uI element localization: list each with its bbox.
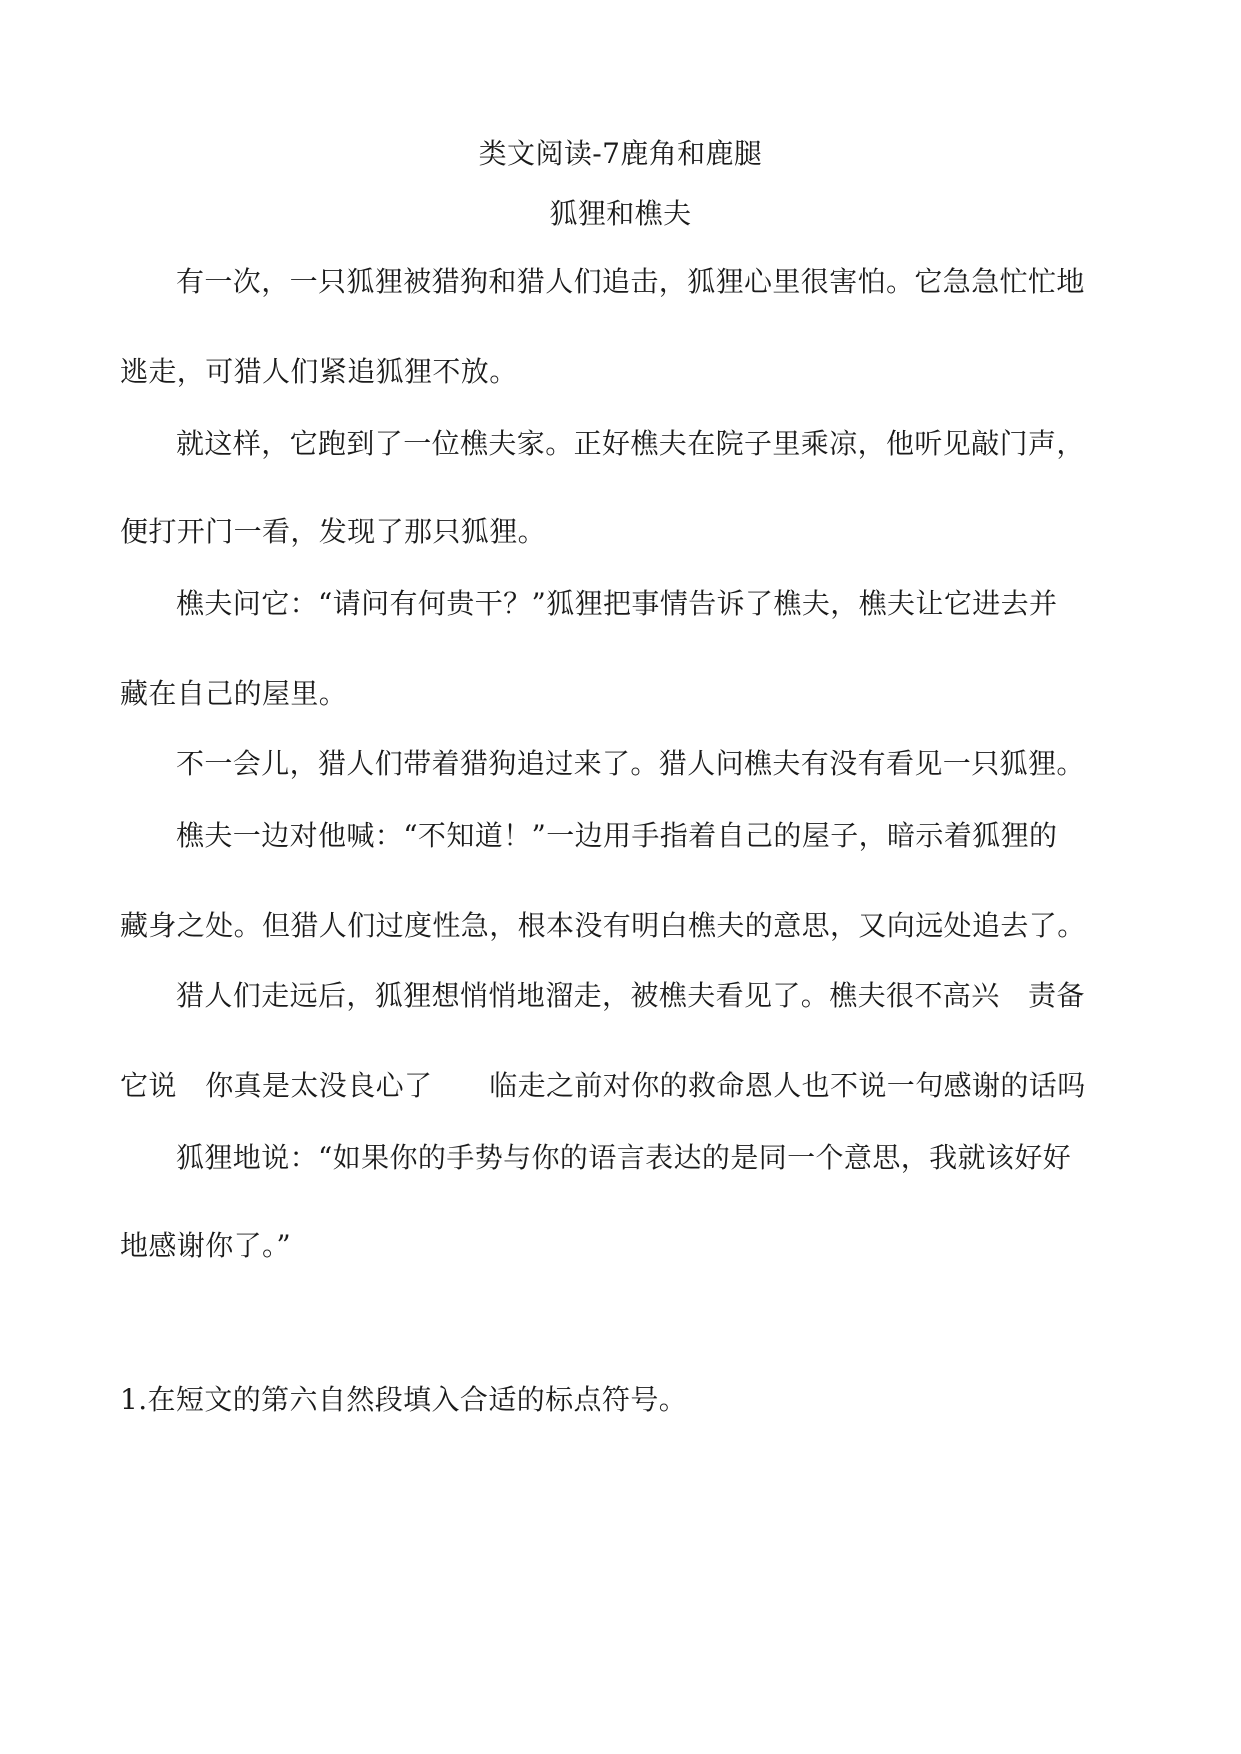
paragraph-1-line-2: 逃走，可猎人们紧追狐狸不放。 <box>120 355 518 388</box>
story-title: 狐狸和樵夫 <box>549 197 692 230</box>
paragraph-6-line-1: 猎人们走远后，狐狸想悄悄地溜走，被樵夫看见了。樵夫很不高兴 责备 <box>176 979 1085 1012</box>
paragraph-2-line-1: 就这样，它跑到了一位樵夫家。正好樵夫在院子里乘凉，他听见敲门声， <box>176 427 1085 460</box>
paragraph-4-line-1: 不一会儿，猎人们带着猎狗追过来了。猎人问樵夫有没有看见一只狐狸。 <box>176 747 1085 780</box>
paragraph-7-line-2: 地感谢你了。” <box>120 1229 292 1262</box>
paragraph-3-line-1: 樵夫问它：“请问有何贵干？”狐狸把事情告诉了樵夫，樵夫让它进去并 <box>176 587 1058 620</box>
paragraph-5-line-1: 樵夫一边对他喊：“不知道！”一边用手指着自己的屋子，暗示着狐狸的 <box>176 819 1058 852</box>
paragraph-3-line-2: 藏在自己的屋里。 <box>120 677 348 710</box>
paragraph-7-line-1: 狐狸地说：“如果你的手势与你的语言表达的是同一个意思，我就该好好 <box>176 1141 1072 1174</box>
document-heading: 类文阅读-7鹿角和鹿腿 <box>478 137 763 170</box>
paragraph-6-line-2: 它说 你真是太没良心了 临走之前对你的救命恩人也不说一句感谢的话吗 <box>120 1069 1086 1102</box>
paragraph-5-line-2: 藏身之处。但猎人们过度性急，根本没有明白樵夫的意思，又向远处追去了。 <box>120 909 1086 942</box>
paragraph-1-line-1: 有一次，一只狐狸被猎狗和猎人们追击，狐狸心里很害怕。它急急忙忙地 <box>176 265 1085 298</box>
question-1: 1.在短文的第六自然段填入合适的标点符号。 <box>120 1383 688 1416</box>
paragraph-2-line-2: 便打开门一看，发现了那只狐狸。 <box>120 515 547 548</box>
